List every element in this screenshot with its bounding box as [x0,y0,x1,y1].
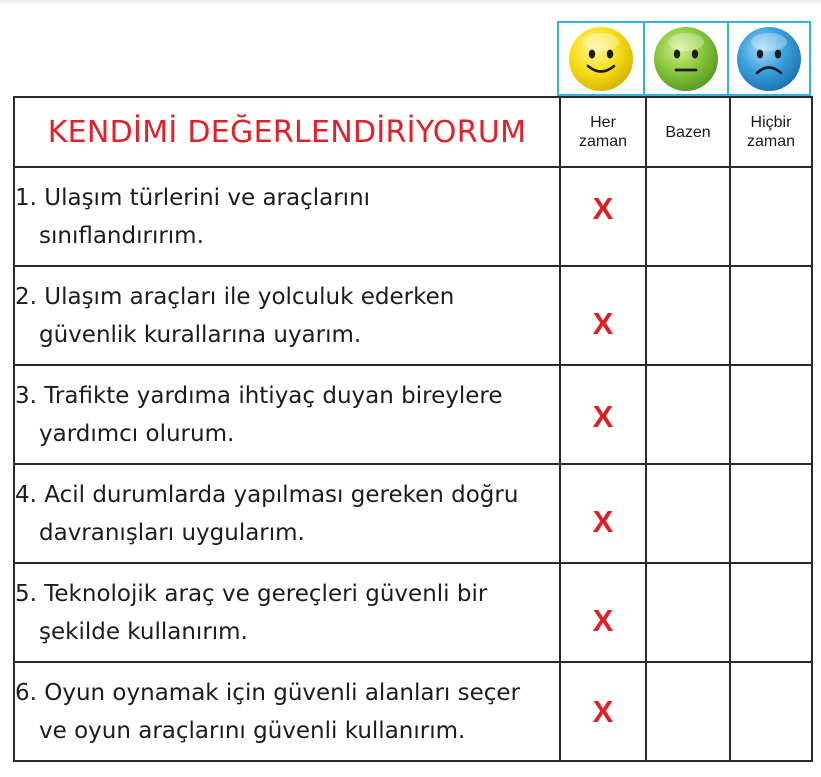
statement-line-2: davranışları uygularım. [39,519,305,546]
table-row [14,563,812,662]
statement-cell [14,563,560,662]
statement-cell [14,365,560,464]
statement-cell [14,464,560,563]
x-mark: X [592,693,614,729]
face-cell-her-zaman [557,21,645,96]
x-mark: X [592,305,614,341]
checkbox-hicbir-zaman[interactable] [730,266,812,365]
checkbox-hicbir-zaman[interactable] [730,563,812,662]
statement-line-2: şekilde kullanırım. [39,618,248,645]
statement-line-1: 4. Acil durumlarda yapılması gereken doğru [15,481,519,508]
statement-line-1: 5. Teknolojik araç ve gereçleri güvenli bir [15,580,488,607]
checkbox-her-zaman[interactable] [560,464,646,563]
checkbox-bazen[interactable] [646,266,730,365]
statement-line-1: 2. Ulaşım araçları ile yolculuk ederken [15,283,455,310]
statement-line-2: ve oyun araçlarını güvenli kullanırım. [39,717,466,744]
checkbox-hicbir-zaman[interactable] [730,662,812,761]
x-mark: X [592,398,614,434]
statement-line-2: yardımcı olurum. [39,420,235,447]
column-hicbir-zaman: Hiçbir zaman [730,97,812,167]
statement-cell [14,662,560,761]
face-cell-bazen [643,21,729,96]
statement-line-2: güvenlik kurallarına uyarım. [39,321,362,348]
checkbox-hicbir-zaman[interactable] [730,464,812,563]
statement-line-1: 6. Oyun oynamak için güvenli alanları seçer [15,679,521,706]
checkbox-her-zaman[interactable] [560,167,646,266]
checkbox-her-zaman[interactable] [560,365,646,464]
statement-line-2: sınıflandırırım. [39,222,204,249]
column-her-zaman: Her zaman [560,97,646,167]
checkbox-bazen[interactable] [646,167,730,266]
x-mark: X [592,602,614,638]
table-row [14,365,812,464]
checkbox-her-zaman[interactable] [560,266,646,365]
statement-cell [14,266,560,365]
neutral-icon [652,25,720,93]
smile-icon [567,25,635,93]
checkbox-her-zaman[interactable] [560,563,646,662]
header-row [14,97,812,167]
x-mark: X [592,190,614,226]
checkbox-bazen[interactable] [646,464,730,563]
table-row [14,266,812,365]
checkbox-her-zaman[interactable] [560,662,646,761]
self-assessment-table [13,96,813,762]
table-row [14,662,812,761]
table-row [14,167,812,266]
table-row [14,464,812,563]
checkbox-hicbir-zaman[interactable] [730,167,812,266]
statement-line-1: 1. Ulaşım türlerini ve araçlarını [15,184,371,211]
table-title: KENDİMİ DEĞERLENDİRİYORUM [14,97,560,167]
face-cell-hicbir-zaman [727,21,811,96]
statement-cell [14,167,560,266]
checkbox-bazen[interactable] [646,365,730,464]
sad-icon [735,25,803,93]
column-bazen: Bazen [646,97,730,167]
x-mark: X [592,503,614,539]
checkbox-hicbir-zaman[interactable] [730,365,812,464]
checkbox-bazen[interactable] [646,563,730,662]
statement-line-1: 3. Trafikte yardıma ihtiyaç duyan bireylere [15,382,503,409]
top-strip [0,0,821,6]
checkbox-bazen[interactable] [646,662,730,761]
